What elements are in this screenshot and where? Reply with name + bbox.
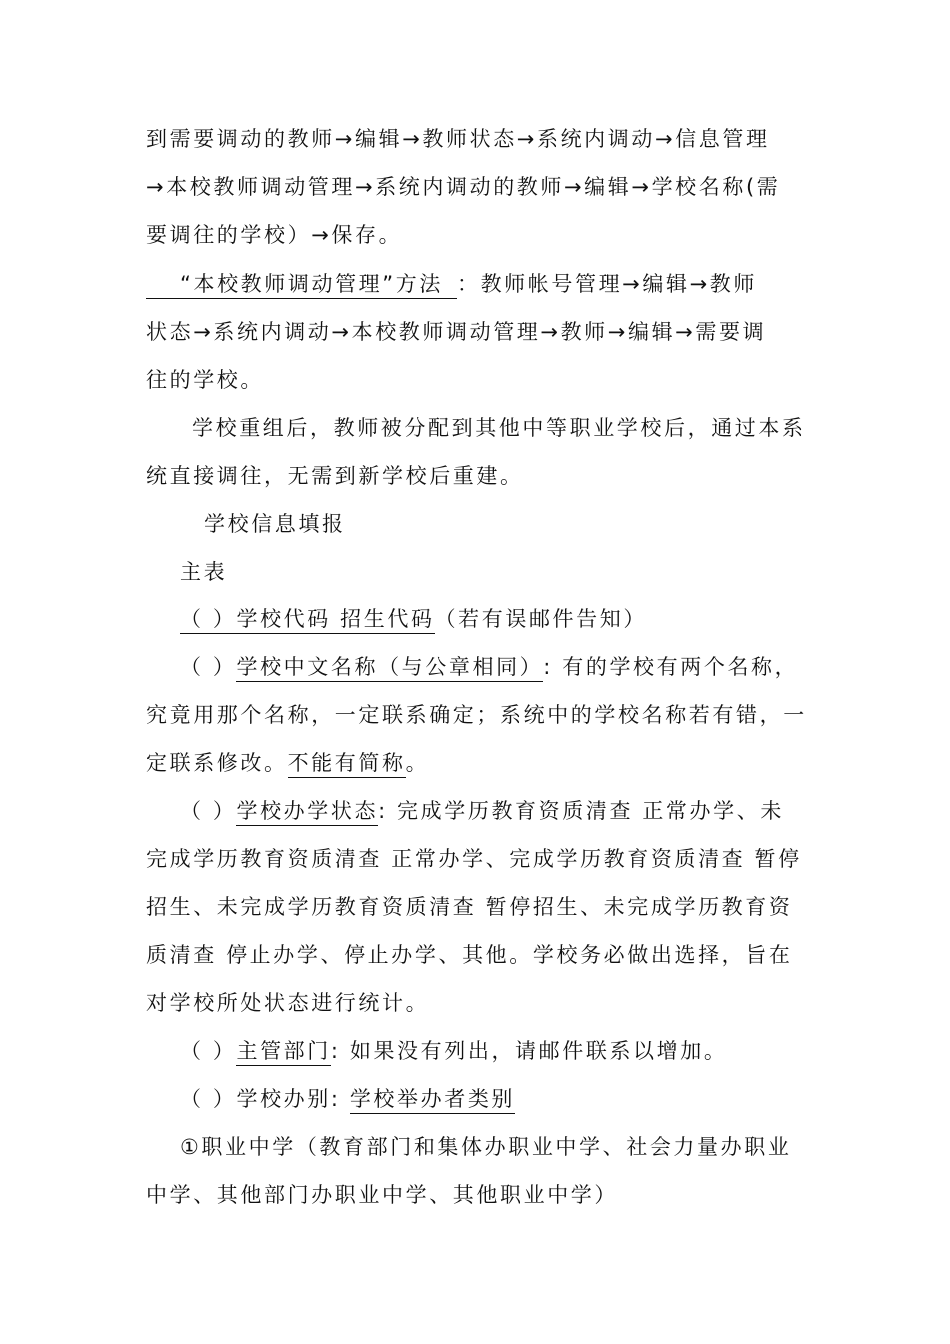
- section-title: 学校信息填报: [204, 512, 346, 536]
- paragraph-line: 质清查 停止办学、停止办学、其他。学校务必做出选择，旨在: [146, 943, 793, 967]
- paragraph-line: 要调往的学校）→保存。: [146, 223, 403, 247]
- paragraph-line: →本校教师调动管理→系统内调动的教师→编辑→学校名称(需: [146, 175, 781, 199]
- field-label: 学校办学状态: [236, 799, 378, 826]
- field-label: （ ）学校代码 招生代码: [180, 607, 435, 634]
- paragraph-line: 招生、未完成学历教育资质清查 暂停招生、未完成学历教育资: [146, 895, 793, 919]
- field-desc: : 完成学历教育资质清查 正常办学、未: [378, 799, 784, 823]
- paragraph-line: 中学、其他部门办职业中学、其他职业中学）: [146, 1183, 618, 1207]
- method-text: ：教师帐号管理→编辑→教师: [456, 272, 757, 296]
- paragraph-line: 统直接调往，无需到新学校后重建。: [146, 464, 524, 488]
- field-desc: : 有的学校有两个名称，: [543, 655, 799, 679]
- field-desc: : 如果没有列出，请邮件联系以增加。: [330, 1039, 728, 1063]
- paragraph-line: 到需要调动的教师→编辑→教师状态→系统内调动→信息管理: [146, 127, 770, 151]
- paragraph-line: 对学校所处状态进行统计。: [146, 991, 430, 1015]
- paragraph-line: 究竟用那个名称，一定联系确定；系统中的学校名称若有错，一: [146, 703, 807, 727]
- field-item: [146, 652, 816, 682]
- field-paren: （ ）: [180, 799, 237, 823]
- paragraph-line: 完成学历教育资质清查 正常办学、完成学历教育资质清查 暂停: [146, 847, 802, 871]
- no-abbreviation-note: 不能有简称: [288, 751, 406, 778]
- field-item: [146, 604, 816, 634]
- field-label: 学校中文名称（与公章相同）: [236, 655, 543, 682]
- field-note: （若有误邮件告知）: [434, 607, 647, 631]
- field-label: 主管部门: [236, 1039, 330, 1066]
- method-title: “本校教师调动管理”方法: [146, 272, 457, 299]
- paragraph-line: 学校重组后，教师被分配到其他中等职业学校后，通过本系: [192, 416, 806, 440]
- field-label: （ ）学校办别:: [180, 1087, 350, 1111]
- paragraph-line: 状态→系统内调动→本校教师调动管理→教师→编辑→需要调: [146, 320, 767, 344]
- field-paren: （ ）: [180, 1039, 237, 1063]
- field-desc: 学校举办者类别: [350, 1087, 515, 1114]
- category-item: ①职业中学（教育部门和集体办职业中学、社会力量办职业: [180, 1135, 792, 1159]
- field-item: [146, 1084, 816, 1114]
- paragraph-line: 往的学校。: [146, 368, 264, 392]
- field-item: [146, 1036, 816, 1066]
- paragraph-line: 定联系修改。不能有简称。: [146, 748, 816, 778]
- field-paren: （ ）: [180, 655, 237, 679]
- main-table-heading: 主表: [180, 560, 228, 584]
- field-item: [146, 796, 816, 826]
- paragraph-line: [146, 269, 816, 299]
